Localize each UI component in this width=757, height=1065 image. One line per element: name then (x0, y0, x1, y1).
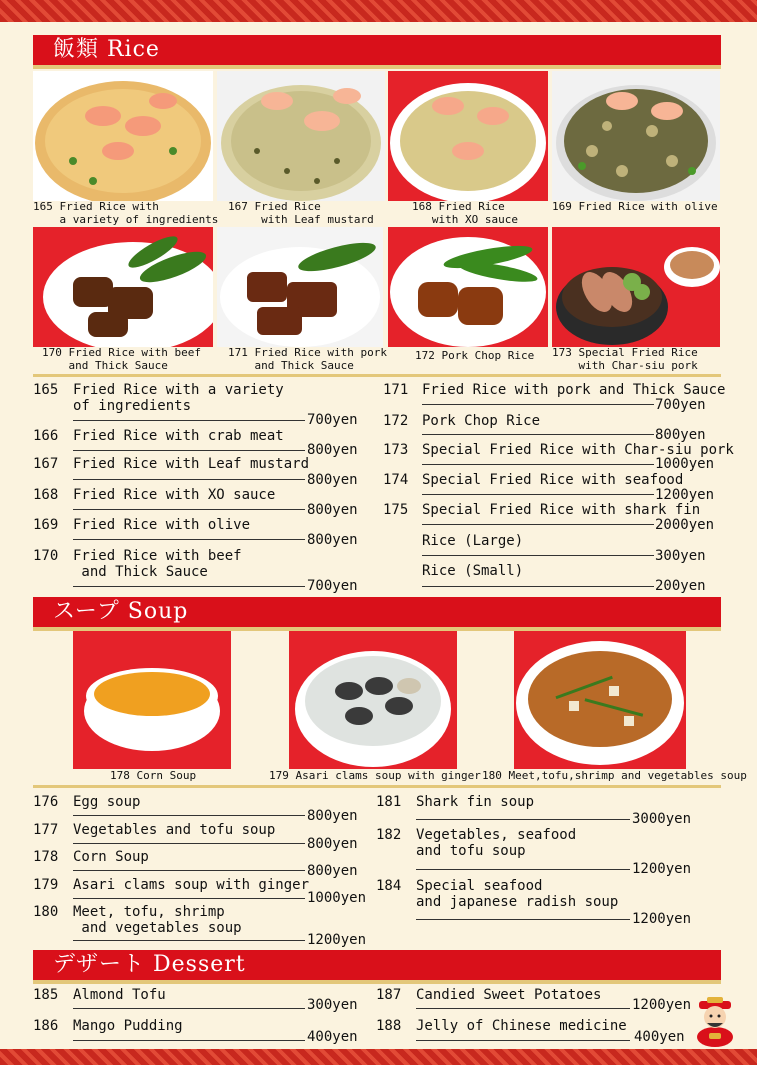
menu-item-168: Fried Rice with XO sauce (73, 487, 276, 503)
rice-section-header (33, 35, 721, 69)
dessert-section-header (33, 950, 721, 984)
menu-item-182: Vegetables, seafood and tofu soup (416, 827, 577, 859)
menu-item-176: Egg soup (73, 794, 141, 810)
price-171: 700yen (655, 397, 706, 413)
price-rice-small: 200yen (655, 578, 706, 594)
fried-rice-xo-photo (388, 71, 548, 201)
menu-num-181: 181 (376, 794, 402, 810)
menu-item-177: Vegetables and tofu soup (73, 822, 276, 838)
menu-num-179: 179 (33, 877, 59, 893)
menu-num-174: 174 (383, 472, 409, 488)
menu-item-185: Almond Tofu (73, 987, 166, 1003)
price-177: 800yen (307, 836, 358, 852)
caption-170: 170 Fried Rice with beef and Thick Sauce (42, 346, 201, 372)
clam-soup-photo (289, 631, 457, 769)
menu-num-172: 172 (383, 413, 409, 429)
bottom-border (0, 1049, 757, 1065)
menu-num-177: 177 (33, 822, 59, 838)
price-rice-large: 300yen (655, 548, 706, 564)
leader-line (73, 586, 305, 587)
menu-num-173: 173 (383, 442, 409, 458)
caption-171: 171 Fried Rice with pork and Thick Sauce (228, 346, 387, 372)
price-179: 1000yen (307, 890, 367, 906)
leader-line (422, 404, 654, 405)
menu-num-170: 170 (33, 548, 59, 564)
menu-num-169: 169 (33, 517, 59, 533)
leader-line (73, 479, 305, 480)
charsiu-pot-photo (552, 227, 720, 347)
menu-num-176: 176 (33, 794, 59, 810)
price-180: 1200yen (307, 932, 367, 948)
leader-line (73, 870, 305, 871)
price-182: 1200yen (632, 861, 692, 877)
menu-num-187: 187 (376, 987, 402, 1003)
menu-item-180: Meet, tofu, shrimp and vegetables soup (73, 904, 242, 936)
caption-178: 178 Corn Soup (110, 769, 197, 782)
soup-section-title: スープ Soup (53, 599, 189, 624)
menu-num-175: 175 (383, 502, 409, 518)
caption-169: 169 Fried Rice with olive (552, 200, 718, 213)
soup-divider (33, 785, 721, 788)
price-185: 300yen (307, 997, 358, 1013)
leader-line (73, 1040, 305, 1041)
leader-line (416, 919, 630, 920)
price-173: 1000yen (655, 456, 715, 472)
menu-num-166: 166 (33, 428, 59, 444)
menu-num-188: 188 (376, 1018, 402, 1034)
menu-num-167: 167 (33, 456, 59, 472)
menu-num-168: 168 (33, 487, 59, 503)
menu-item-167: Fried Rice with Leaf mustard (73, 456, 310, 472)
tofu-soup-photo (514, 631, 686, 769)
caption-179: 179 Asari clams soup with ginger (269, 769, 481, 782)
caption-165: 165 Fried Rice with a variety of ingredients (33, 200, 219, 226)
menu-num-165: 165 (33, 382, 59, 398)
leader-line (422, 464, 654, 465)
price-166: 800yen (307, 442, 358, 458)
fried-rice-shrimp-photo (33, 71, 213, 201)
price-174: 1200yen (655, 487, 715, 503)
leader-line (422, 586, 654, 587)
leader-line (416, 819, 630, 820)
pork-rice-photo (217, 227, 383, 347)
leader-line (422, 524, 654, 525)
menu-item-188: Jelly of Chinese medicine (416, 1018, 627, 1034)
leader-line (73, 815, 305, 816)
price-186: 400yen (307, 1029, 358, 1045)
menu-num-180: 180 (33, 904, 59, 920)
leader-line (73, 450, 305, 451)
menu-num-182: 182 (376, 827, 402, 843)
corn-soup-photo (73, 631, 231, 769)
soup-section-header (33, 597, 721, 631)
menu-item-165: Fried Rice with a variety of ingredients (73, 382, 284, 414)
caption-168: 168 Fried Rice with XO sauce (412, 200, 518, 226)
price-169: 800yen (307, 532, 358, 548)
menu-item-175: Special Fried Rice with shark fin (422, 502, 701, 518)
menu-item-rice-small: Rice (Small) (422, 563, 524, 579)
leader-line (73, 509, 305, 510)
caption-172: 172 Pork Chop Rice (415, 349, 535, 362)
leader-line (73, 940, 305, 941)
menu-item-171: Fried Rice with pork and Thick Sauce (422, 382, 726, 398)
rice-divider (33, 374, 721, 377)
leader-line (73, 1008, 305, 1009)
dessert-section-title: デザート Dessert (53, 952, 246, 977)
menu-item-rice-large: Rice (Large) (422, 533, 524, 549)
menu-item-181: Shark fin soup (416, 794, 535, 810)
beef-rice-photo (33, 227, 213, 347)
price-181: 3000yen (632, 811, 692, 827)
menu-item-179: Asari clams soup with ginger (73, 877, 310, 893)
leader-line (73, 420, 305, 421)
menu-item-178: Corn Soup (73, 849, 149, 865)
menu-item-170: Fried Rice with beef and Thick Sauce (73, 548, 242, 580)
menu-item-187: Candied Sweet Potatoes (416, 987, 602, 1003)
menu-num-178: 178 (33, 849, 59, 865)
price-170: 700yen (307, 578, 358, 594)
price-184: 1200yen (632, 911, 692, 927)
leader-line (416, 869, 630, 870)
fried-rice-mustard-photo (217, 71, 385, 201)
price-165: 700yen (307, 412, 358, 428)
menu-item-169: Fried Rice with olive (73, 517, 251, 533)
leader-line (422, 434, 654, 435)
rice-section-title: 飯類 Rice (53, 37, 160, 62)
leader-line (416, 1040, 630, 1041)
menu-item-186: Mango Pudding (73, 1018, 183, 1034)
leader-line (73, 898, 305, 899)
fortune-god-mascot-icon (693, 995, 737, 1047)
menu-item-173: Special Fried Rice with Char-siu pork (422, 442, 734, 458)
menu-num-184: 184 (376, 878, 402, 894)
caption-173: 173 Special Fried Rice with Char-siu pork (552, 346, 698, 372)
price-188: 400yen (634, 1029, 685, 1045)
leader-line (73, 539, 305, 540)
menu-num-171: 171 (383, 382, 409, 398)
price-167: 800yen (307, 472, 358, 488)
leader-line (73, 843, 305, 844)
menu-item-184: Special seafood and japanese radish soup (416, 878, 619, 910)
leader-line (416, 1008, 630, 1009)
menu-item-166: Fried Rice with crab meat (73, 428, 284, 444)
price-178: 800yen (307, 863, 358, 879)
price-175: 2000yen (655, 517, 715, 533)
top-border (0, 0, 757, 22)
price-172: 800yen (655, 427, 706, 443)
caption-167: 167 Fried Rice with Leaf mustard (228, 200, 374, 226)
menu-num-185: 185 (33, 987, 59, 1003)
price-176: 800yen (307, 808, 358, 824)
menu-num-186: 186 (33, 1018, 59, 1034)
price-187: 1200yen (632, 997, 692, 1013)
fried-rice-olive-photo (552, 71, 720, 201)
leader-line (422, 555, 654, 556)
menu-item-174: Special Fried Rice with seafood (422, 472, 684, 488)
pork-chop-photo (388, 227, 548, 347)
menu-item-172: Pork Chop Rice (422, 413, 541, 429)
price-168: 800yen (307, 502, 358, 518)
caption-180: 180 Meet,tofu,shrimp and vegetables soup (482, 769, 747, 782)
leader-line (422, 494, 654, 495)
